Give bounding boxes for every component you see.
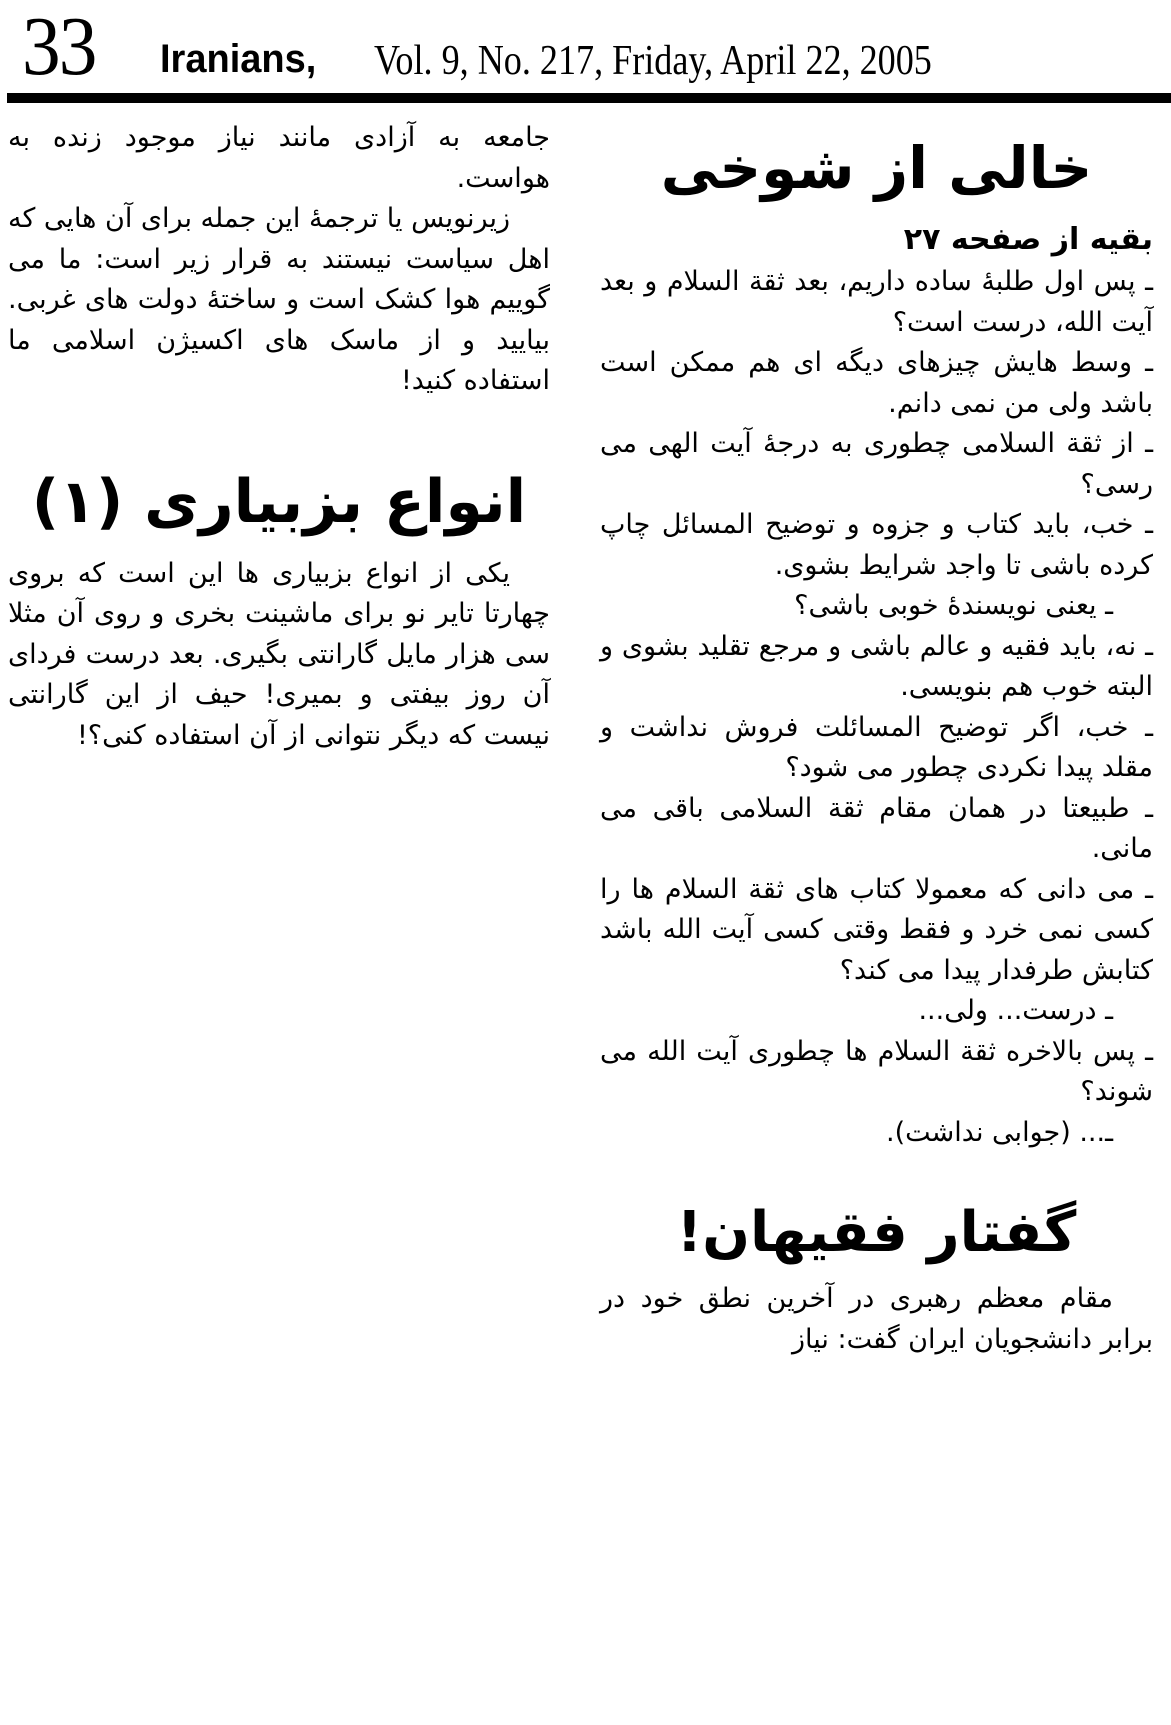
- dialogue-line: ـ درست... ولی...: [918, 995, 1113, 1026]
- article-paragraph: زیرنویس یا ترجمهٔ این جمله برای آن هایی که اهل سیاست نیستند به قرار زیر است: ما می گوییم هوا کشک است و ساختهٔ دولت های غربی. بیایید و از ماسک های اکسیژن اسلامی ما استفاده کنید!: [8, 203, 550, 396]
- dialogue-line: ـ یعنی نویسندهٔ خوبی باشی؟: [794, 590, 1113, 621]
- dialogue-line: ـ می دانی که معمولا کتاب های ثقة السلام ها را کسی نمی خرد و فقط وقتی کسی آیت الله باشد کتابش طرفدار پیدا می کند؟: [600, 873, 1153, 986]
- article-paragraph: مقام معظم رهبری در آخرین نطق خود در برابر دانشجویان ایران گفت: نیاز: [600, 1283, 1153, 1355]
- dialogue-line: ـ خب، اگر توضیح المسائلت فروش نداشت و مقلد پیدا نکردی چطور می شود؟: [600, 711, 1153, 783]
- dialogue-line: ـ وسط هایش چیزهای دیگه ای هم ممکن است باشد ولی من نمی دانم.: [600, 347, 1153, 419]
- dialogue-line: ـ خب، باید کتاب و جزوه و توضیح المسائل چاپ کرده باشی تا واجد شرایط بشوی.: [600, 509, 1153, 581]
- article-title: خالی از شوخی: [660, 134, 1093, 202]
- dialogue-line: ـ از ثقة السلامی چطوری به درجهٔ آیت الهی می رسی؟: [600, 428, 1153, 500]
- masthead-rule: [7, 93, 1171, 103]
- right-column: [600, 108, 1153, 1360]
- page-number: 33: [22, 0, 96, 93]
- article-paragraph: جامعه به آزادی مانند نیاز موجود زنده به هواست.: [8, 122, 550, 194]
- article-anvae-bozbiari: [8, 462, 550, 757]
- article-title: انواع بزبیاری (۱): [31, 466, 527, 537]
- article-goftar-faghihan: [600, 1193, 1153, 1360]
- dialogue-line: ـ طبیعتا در همان مقام ثقة السلامی باقی می مانی.: [600, 792, 1153, 864]
- issue-info: Vol. 9, No. 217, Friday, April 22, 2005: [374, 38, 932, 84]
- dialogue-line: ـ نه، باید فقیه و عالم باشی و مرجع تقلید بشوی و البته خوب هم بنویسی.: [600, 630, 1153, 702]
- dialogue-line: ـ... (جوابی نداشت).: [886, 1116, 1113, 1148]
- dialogue-line: ـ پس اول طلبهٔ ساده داریم، بعد ثقة السلام و بعد آیت الله، درست است؟: [600, 266, 1153, 338]
- publication-name: Iranians,: [160, 37, 317, 81]
- left-column: [8, 118, 550, 756]
- dialogue-line: ـ پس بالاخره ثقة السلام ها چطوری آیت الله می شوند؟: [600, 1035, 1153, 1107]
- continued-from-label: بقیه از صفحه ۲۷: [903, 222, 1153, 257]
- masthead: [22, 0, 1162, 92]
- article-title: گفتار فقیهان!: [676, 1200, 1077, 1265]
- article-khali-az-shookhi: [600, 116, 1153, 1153]
- article-paragraph: یکی از انواع بزبیاری ها این است که بروی چهارتا تایر نو برای ماشینت بخری و روی آن مثلا سی هزار مایل گارانتی بگیری. بعد درست فردای آن روز بیفتی و بمیری! حیف از این گارانتی نیست که دیگر نتوانی از آن استفاده کنی؟!: [8, 557, 550, 751]
- article-goftar-faghihan-continued: [8, 118, 550, 402]
